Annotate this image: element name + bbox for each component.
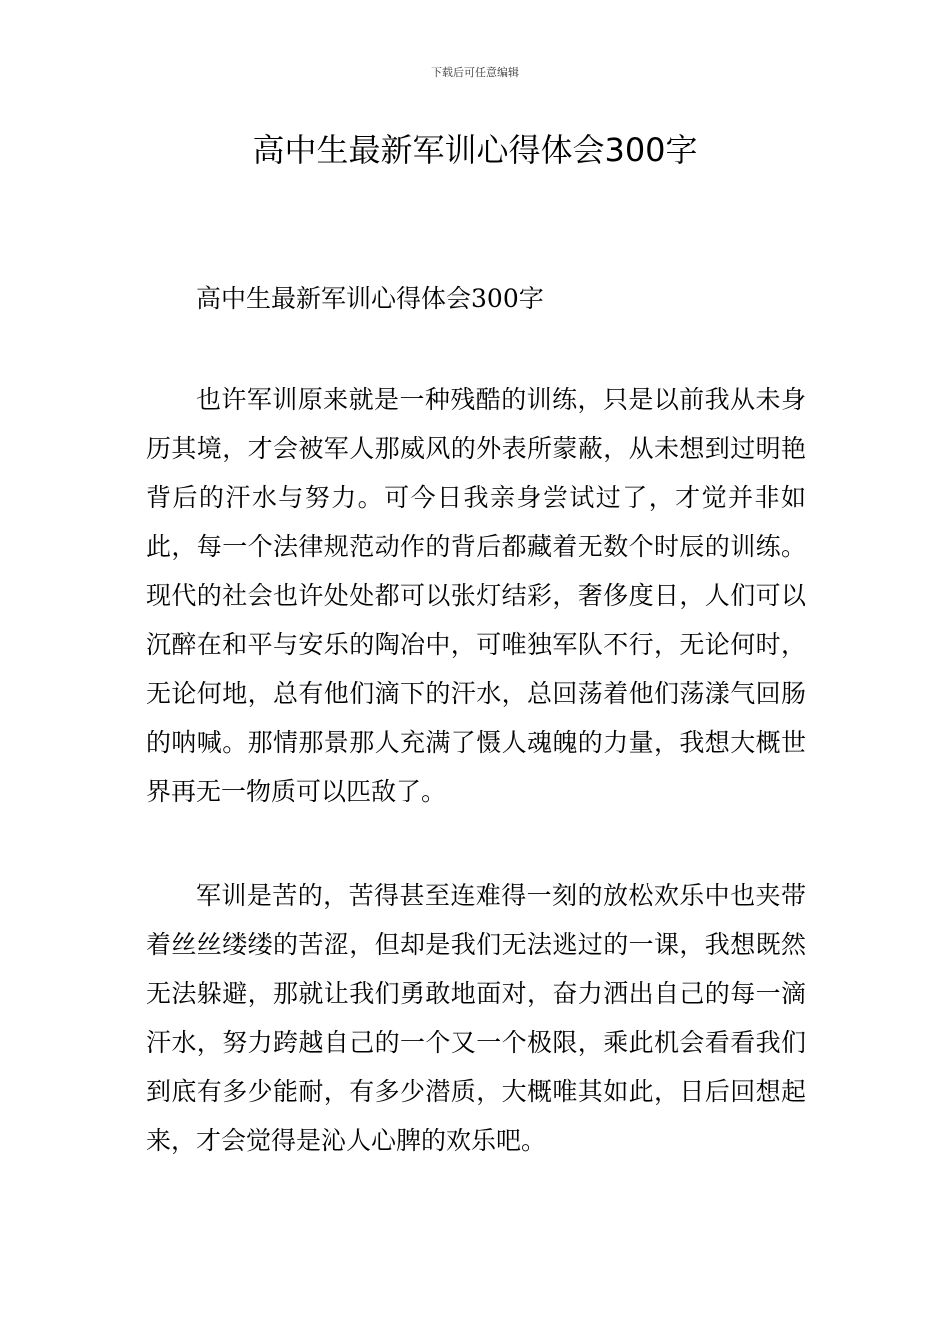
document-title: 高中生最新军训心得体会300字 (252, 131, 698, 169)
paragraph-1: 也许军训原来就是一种残酷的训练，只是以前我从未身历其境，才会被军人那威风的外表所蒙蔽，从未想到过明艳背后的汗水与努力。可今日我亲身尝试过了，才觉并非如此，每一个法律规范动作的背后都藏着无数个时辰的训练。现代的社会也许处处都可以张灯结彩，奢侈度日，人们可以沉醉在和平与安乐的陶冶中，可唯独军队不行，无论何时，无论何地，总有他们滴下的汗水，总回荡着他们荡漾气回肠的呐喊。那情那景那人充满了慑人魂魄的力量，我想大概世界再无一物质可以匹敌了。 (146, 385, 806, 806)
header-note: 下载后可任意编辑 (431, 66, 519, 79)
paragraph-2: 军训是苦的，苦得甚至连难得一刻的放松欢乐中也夹带着丝丝缕缕的苦涩，但却是我们无法逃过的一课，我想既然无法躲避，那就让我们勇敢地面对，奋力洒出自己的每一滴汗水，努力跨越自己的一个又一个极限，乘此机会看看我们到底有多少能耐，有多少潜质，大概唯其如此，日后回想起来，才会觉得是沁人心脾的欢乐吧。 (146, 881, 806, 1155)
document-subtitle: 高中生最新军训心得体会300字 (196, 284, 544, 313)
